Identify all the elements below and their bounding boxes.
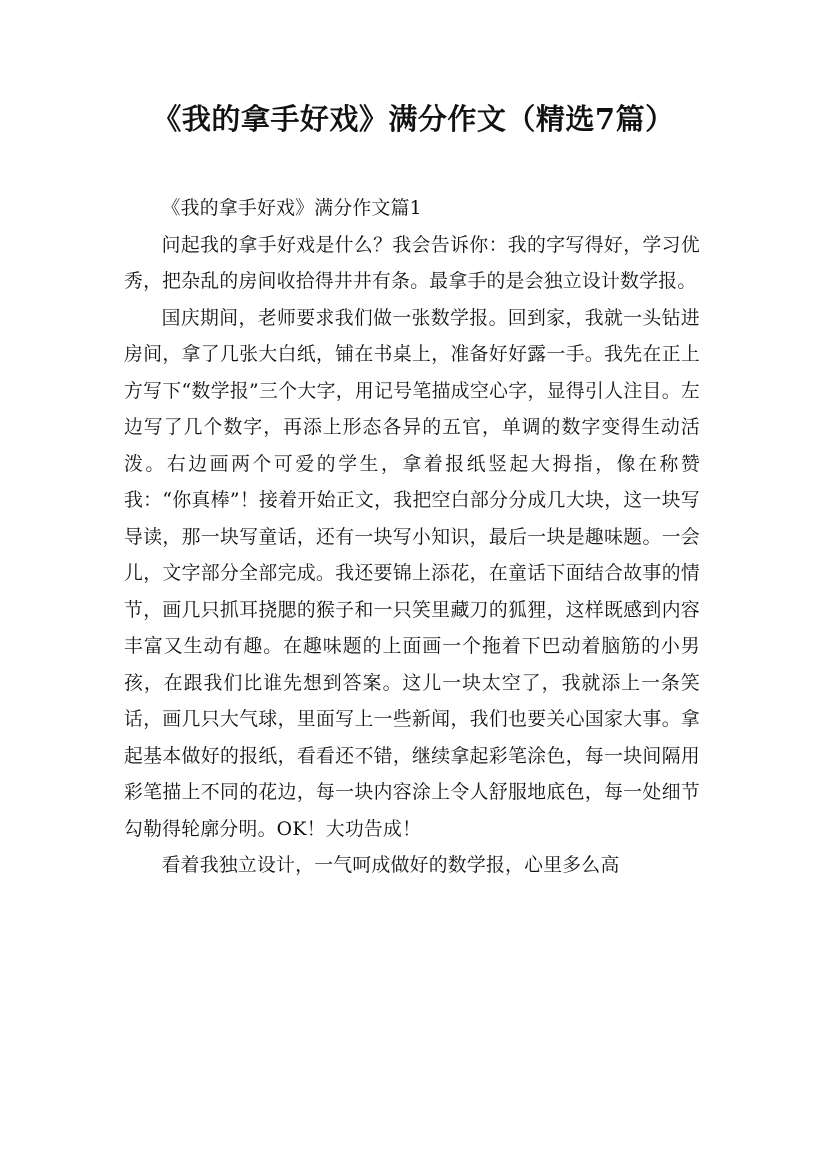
paragraph-2: 国庆期间，老师要求我们做一张数学报。回到家，我就一头钻进房间，拿了几张大白纸，铺在书桌上，准备好好露一手。我先在正上方写下“数学报”三个大字，用记号笔描成空心字，显得引人注目。左边写了几个数字，再添上形态各异的五官，单调的数字变得生动活泼。右边画两个可爱的学生，拿着报纸竖起大拇指，像在称赞我：“你真棒”！接着开始正文，我把空白部分分成几大块，这一块写导读，那一块写童话，还有一块写小知识，最后一块是趣味题。一会儿，文字部分全部完成。我还要锦上添花，在童话下面结合故事的情节，画几只抓耳挠腮的猴子和一只笑里藏刀的狐狸，这样既感到内容丰富又生动有趣。在趣味题的上面画一个拖着下巴动着脑筋的小男孩，在跟我们比谁先想到答案。这儿一块太空了，我就添上一条笑话，画几只大气球，里面写上一些新闻，我们也要关心国家大事。拿起基本做好的报纸，看看还不错，继续拿起彩笔涂色，每一块间隔用彩笔描上不同的花边，每一块内容涂上令人舒服地底色，每一处细节勾勒得轮廓分明。OK！大功告成！ [124, 307, 700, 840]
paragraph-3: 看着我独立设计，一气呵成做好的数学报，心里多么高 [161, 855, 620, 876]
document-title: 《我的拿手好戏》满分作文（精选7篇） [152, 102, 675, 136]
paragraph-1: 问起我的拿手好戏是什么？我会告诉你：我的字写得好，学习优秀，把杂乱的房间收拾得井井有条。最拿手的是会独立设计数学报。 [124, 234, 700, 292]
section-heading: 《我的拿手好戏》满分作文篇1 [161, 198, 422, 219]
document-body [124, 191, 700, 885]
